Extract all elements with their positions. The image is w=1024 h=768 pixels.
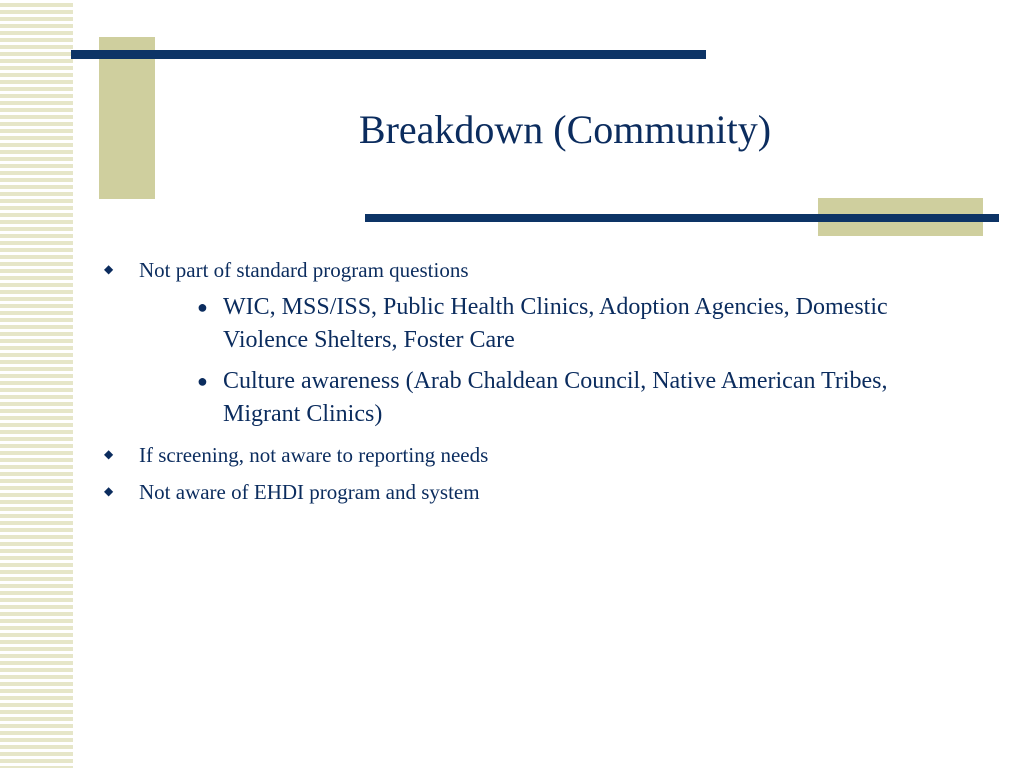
dot-bullet-icon: ● bbox=[197, 297, 208, 317]
list-item-text: WIC, MSS/ISS, Public Health Clinics, Adoption Agencies, Domestic Violence Shelters, Foster Care bbox=[223, 294, 888, 353]
diamond-bullet-icon: ◆ bbox=[104, 484, 114, 498]
list-item-text: Not aware of EHDI program and system bbox=[139, 480, 480, 504]
list-item bbox=[100, 365, 923, 431]
list-item-text: Culture awareness (Arab Chaldean Council, Native American Tribes, Migrant Clinics) bbox=[223, 368, 888, 427]
navy-bar-bottom bbox=[365, 214, 999, 222]
navy-bar-top bbox=[71, 50, 706, 59]
bullet-list bbox=[100, 254, 980, 513]
diamond-bullet-icon: ◆ bbox=[104, 447, 114, 461]
khaki-block-left bbox=[99, 37, 155, 199]
diamond-bullet-icon: ◆ bbox=[104, 262, 114, 276]
slide-title: Breakdown (Community) bbox=[358, 107, 772, 152]
list-item bbox=[100, 254, 980, 286]
list-item-text: Not part of standard program questions bbox=[139, 258, 469, 282]
list-item bbox=[100, 439, 980, 471]
left-stripe-decoration bbox=[0, 0, 73, 768]
list-item bbox=[100, 291, 923, 357]
list-item-text: If screening, not aware to reporting needs bbox=[139, 443, 489, 467]
list-item bbox=[100, 476, 980, 508]
dot-bullet-icon: ● bbox=[197, 371, 208, 391]
